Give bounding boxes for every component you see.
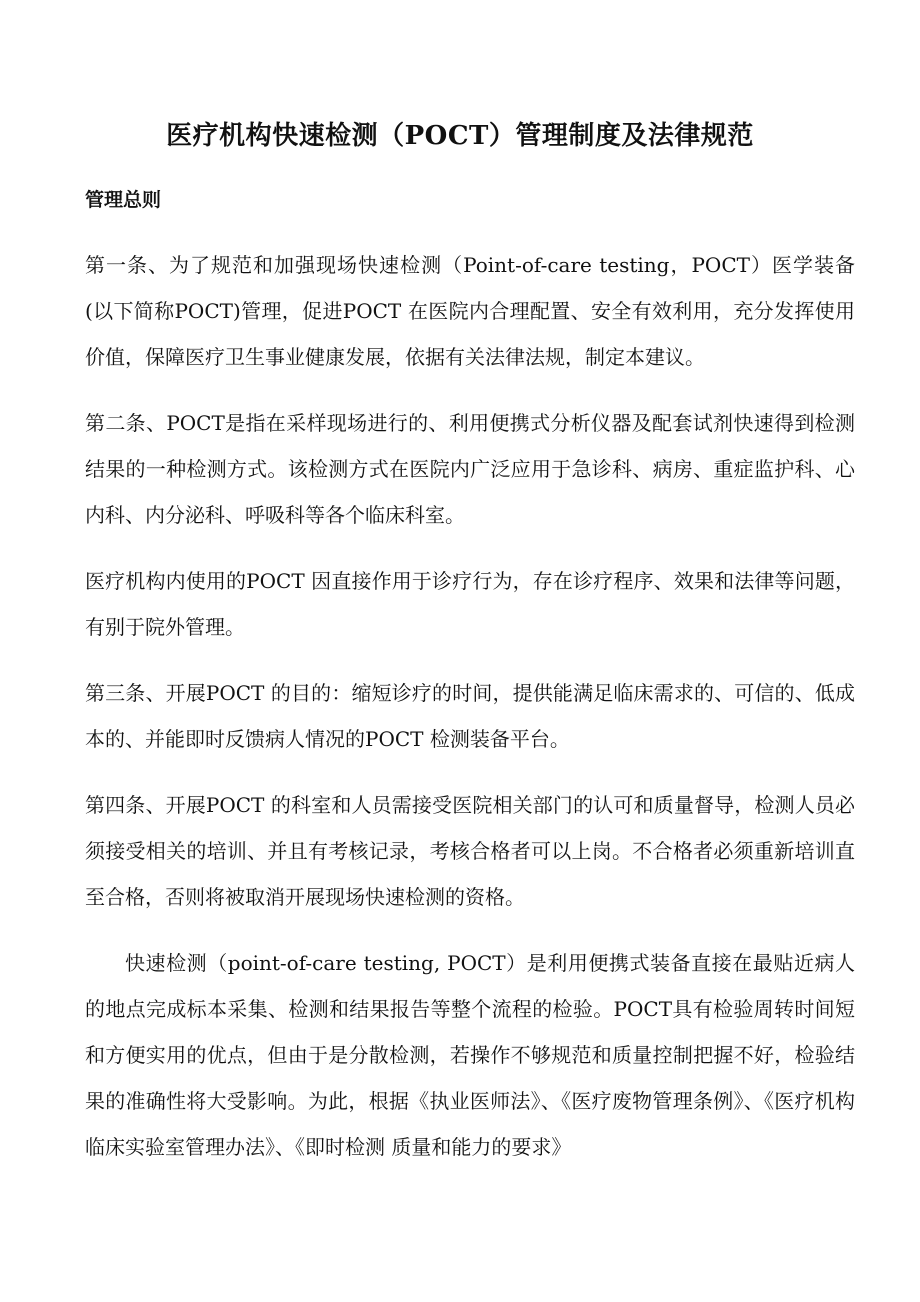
paragraph-article-1: 第一条、为了规范和加强现场快速检测（Point-of-care testing，POCT）医学装备(以下简称POCT)管理，促进POCT 在医院内合理配置、安全有效利用，充分发挥使用价值，保障医疗卫生事业健康发展，依据有关法律法规，制定本建议。 — [85, 253, 855, 369]
document-title: 医疗机构快速检测（POCT）管理制度及法律规范 — [166, 121, 754, 151]
section-heading: 管理总则 — [85, 189, 162, 211]
paragraph-article-2: 第二条、POCT是指在采样现场进行的、利用便携式分析仪器及配套试剂快速得到检测结果的一种检测方式。该检测方式在医院内广泛应用于急诊科、病房、重症监护科、心内科、内分泌科、呼吸科等各个临床科室。 — [85, 411, 855, 527]
document-body — [85, 242, 855, 1190]
paragraph-article-4: 第四条、开展POCT 的科室和人员需接受医院相关部门的认可和质量督导，检测人员必须接受相关的培训、并且有考核记录，考核合格者可以上岗。不合格者必须重新培训直至合格，否则将被取消开展现场快速检测的资格。 — [85, 793, 855, 909]
paragraph-poct-intro: 快速检测（point-of-care testing, POCT）是利用便携式装备直接在最贴近病人的地点完成标本采集、检测和结果报告等整个流程的检验。POCT具有检验周转时间短和方便实用的优点，但由于是分散检测，若操作不够规范和质量控制把握不好，检验结果的准确性将大受影响。为此，根据《执业医师法》、《医疗废物管理条例》、《医疗机构临床实验室管理办法》、《即时检测 质量和能力的要求》 — [85, 951, 855, 1159]
paragraph-article-3: 第三条、开展POCT 的目的：缩短诊疗的时间，提供能满足临床需求的、可信的、低成本的、并能即时反馈病人情况的POCT 检测装备平台。 — [85, 681, 855, 751]
paragraph-article-2-note: 医疗机构内使用的POCT 因直接作用于诊疗行为，存在诊疗程序、效果和法律等问题，有别于院外管理。 — [85, 569, 855, 639]
